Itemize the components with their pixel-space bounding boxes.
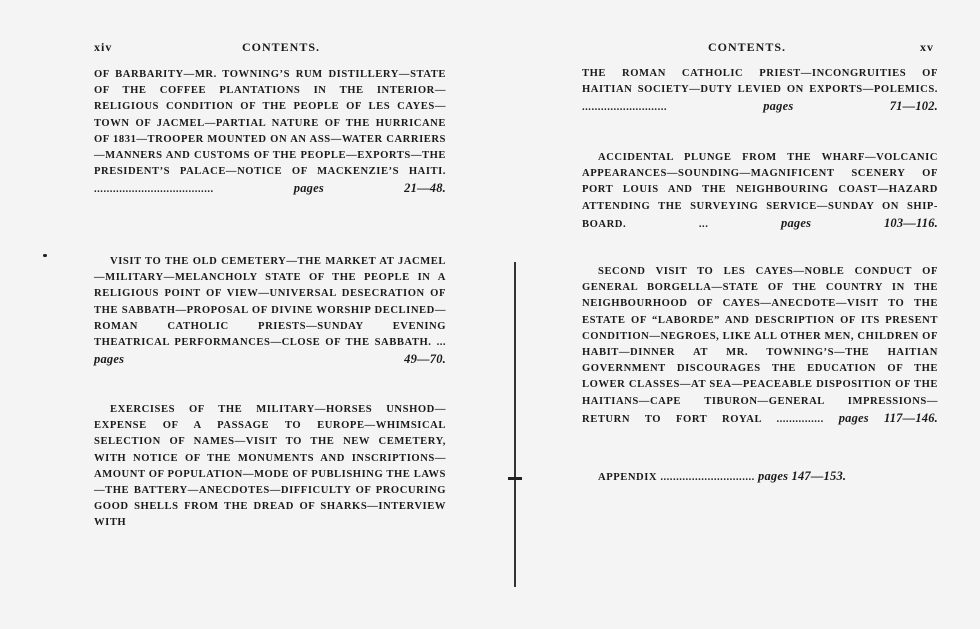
leader-dots: ........................... (582, 102, 668, 114)
gutter-mark (508, 477, 522, 480)
contents-entry (94, 402, 446, 532)
page-range: pages 103—116. (781, 215, 939, 230)
entry-text: APPENDIX (598, 472, 658, 483)
entry-text: EXERCISES OF THE MILITARY—HORSES UNSHOD—EXPENSE OF A PASSAGE TO EUROPE—WHIMSICAL SELECTION OF NAMES—VISIT TO THE NEW CEMETERY, WITH NOTICE OF THE MONUMENTS AND INSCRIPTIONS—AMOUNT OF POPULATION—MODE OF PUBLISHING THE LAWS—THE BATTERY—ANECDOTES—DIFFICULTY OF PROCURING GOOD SHELLS FROM THE DREAD OF SHARKS—INTERVIEW WITH (94, 404, 446, 529)
leader-dots: ... (436, 337, 447, 349)
leader-dots: ............... (776, 413, 824, 425)
contents-entry (94, 254, 446, 369)
entry-text: VISIT TO THE OLD CEMETERY—THE MARKET AT JACMEL—MILITARY—MELANCHOLY STATE OF THE PEOPLE IN A RELIGIOUS POINT OF VIEW—UNIVERSAL DESECRATION OF THE SABBATH—PROPOSAL OF DIVINE WORSHIP DECLINED—ROMAN CATHOLIC PRIESTS—SUNDAY EVENING THEATRICAL PERFORMANCES—CLOSE OF THE SABBATH. (94, 256, 446, 349)
entry-text: OF BARBARITY—MR. TOWNING’S RUM DISTILLERY—STATE OF THE COFFEE PLANTATIONS IN THE INTERIOR—RELIGIOUS CONDITION OF THE PEOPLE OF LES CAYES—TOWN OF JACMEL—PARTIAL NATURE OF THE HURRICANE OF 1831—TROOPER MOUNTED ON AN ASS—WATER CARRIERS—MANNERS AND CUSTOMS OF THE PEOPLE—EXPORTS—THE PRESIDENT’S PALACE—NOTICE OF MACKENZIE’S HAITI. (94, 69, 446, 178)
leader-dots: ... (698, 218, 709, 230)
contents-entry (94, 67, 446, 199)
gutter-line (514, 262, 516, 587)
page-number: xiv (94, 40, 113, 54)
page-gutter (512, 262, 518, 587)
running-title: CONTENTS. (242, 40, 321, 54)
leader-dots: .............................. (660, 472, 755, 483)
running-title: CONTENTS. (708, 40, 787, 54)
page-range: pages 117—146. (838, 410, 939, 425)
entry-text: SECOND VISIT TO LES CAYES—NOBLE CONDUCT OF GENERAL BORGELLA—STATE OF THE COUNTRY IN THE NEIGHBOURHOOD OF CAYES—ANECDOTE—VISIT TO THE ESTATE OF “LABORDE” AND DESCRIPTION OF ITS PRESENT CONDITION—NEGROES, LIKE ALL OTHER MEN, CHILDREN OF HABIT—DINNER AT MR. TOWNING’S—THE HAITIAN GOVERNMENT DISCOURAGES THE EDUCATION OF THE LOWER CLASSES—AT SEA—PEACEABLE DISPOSITION OF THE HAITIANS—CAPE TIBURON—GENERAL IMPRESSIONS—RETURN TO FORT ROYAL (582, 266, 938, 425)
contents-entry (582, 264, 938, 428)
ink-speck (43, 254, 47, 257)
contents-entry (582, 150, 938, 233)
entry-text: THE ROMAN CATHOLIC PRIEST—INCONGRUITIES OF HAITIAN SOCIETY—DUTY LEVIED ON EXPORTS—POLEMICS. (582, 68, 938, 96)
leader-dots: ...................................... (94, 184, 214, 196)
page-range: pages 71—102. (763, 99, 939, 114)
page-range: pages 147—153. (758, 469, 847, 483)
page-range: pages 21—48. (293, 181, 446, 196)
page-range: pages 49—70. (94, 352, 446, 367)
page-number: xv (920, 40, 934, 54)
contents-entry (582, 66, 938, 117)
contents-entry-appendix (582, 468, 938, 486)
entry-text: ACCIDENTAL PLUNGE FROM THE WHARF—VOLCANIC APPEARANCES—SOUNDING—MAGNIFICENT SCENERY OF PORT LOUIS AND THE NEIGHBOURING COAST—HAZARD ATTENDING THE SURVEYING SERVICE—SUNDAY ON SHIP-BOARD. (582, 152, 938, 230)
